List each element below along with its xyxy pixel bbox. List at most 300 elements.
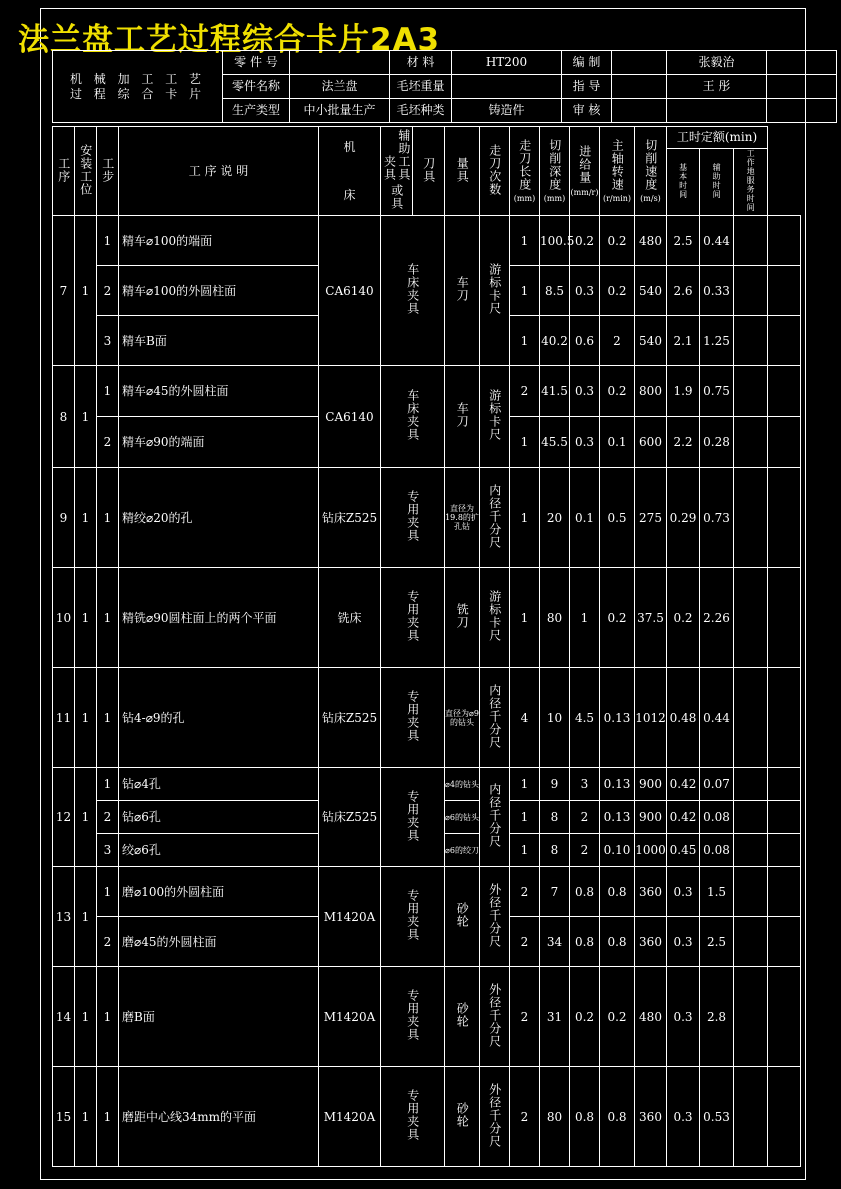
cutting-speed: 2.5 [667, 216, 700, 266]
cutting-speed: 0.3 [667, 1067, 700, 1167]
service-time [768, 417, 801, 468]
feed: 0.13 [600, 668, 635, 768]
basic-time: 0.08 [700, 801, 734, 834]
col-step-header [97, 127, 119, 216]
cutting-speed: 0.3 [667, 967, 700, 1067]
col-fixture-header [381, 127, 413, 216]
col-length-label: 走刀长度 [517, 138, 532, 191]
table-row [53, 867, 801, 917]
tool: 直径为19.8的扩孔钻 [445, 468, 480, 568]
spindle-speed: 540 [635, 266, 667, 316]
proc-no: 9 [53, 468, 75, 568]
tool [445, 568, 480, 668]
step-desc: 精绞⌀20的孔 [119, 468, 319, 568]
cut-length: 8 [540, 801, 570, 834]
table-row [53, 216, 801, 266]
spindle-speed: 480 [635, 216, 667, 266]
col-depth-unit: (mm) [543, 194, 566, 204]
col-cut-speed-header [635, 127, 667, 216]
tool [445, 867, 480, 967]
machine: CA6140 [319, 366, 381, 468]
blank-kind-value: 铸造件 [452, 99, 562, 123]
service-time [768, 1067, 801, 1167]
setup-no: 1 [75, 216, 97, 366]
step-no: 1 [97, 216, 119, 266]
cutting-speed: 0.3 [667, 917, 700, 967]
basic-time: 0.53 [700, 1067, 734, 1167]
fixture [381, 768, 445, 867]
gauge [480, 967, 510, 1067]
fixture-text: 专用夹具 [405, 1089, 420, 1142]
assist-time [734, 216, 768, 266]
fixture [381, 568, 445, 668]
basic-time: 0.44 [700, 668, 734, 768]
gauge [480, 468, 510, 568]
step-no: 1 [97, 867, 119, 917]
passes: 2 [510, 867, 540, 917]
service-time [768, 366, 801, 417]
gauge [480, 366, 510, 468]
cutting-speed: 1.9 [667, 366, 700, 417]
basic-time: 0.44 [700, 216, 734, 266]
step-no: 2 [97, 266, 119, 316]
step-no: 2 [97, 417, 119, 468]
col-depth-header [540, 127, 570, 216]
feed: 0.5 [600, 468, 635, 568]
tool-text: 砂轮 [455, 902, 470, 929]
col-speed-header [600, 127, 635, 216]
assist-time [734, 266, 768, 316]
setup-no: 1 [75, 768, 97, 867]
machine: M1420A [319, 1067, 381, 1167]
step-no: 1 [97, 668, 119, 768]
guide-label: 指 导 [562, 75, 612, 99]
gauge [480, 216, 510, 366]
tool: ⌀6的钻头 [445, 801, 480, 834]
feed: 0.8 [600, 917, 635, 967]
part-no-value [290, 51, 390, 75]
cut-length: 41.5 [540, 366, 570, 417]
basic-time: 2.8 [700, 967, 734, 1067]
col-feed-header [570, 127, 600, 216]
feed: 0.2 [600, 266, 635, 316]
cut-depth: 0.2 [570, 216, 600, 266]
assist-time [734, 917, 768, 967]
assist-time [734, 768, 768, 801]
cut-depth: 3 [570, 768, 600, 801]
step-no: 1 [97, 468, 119, 568]
col-cut-speed-unit: (m/s) [640, 194, 661, 204]
feed: 0.2 [600, 216, 635, 266]
fixture-text: 专用夹具 [405, 789, 420, 842]
cutting-speed: 0.45 [667, 834, 700, 867]
step-no: 1 [97, 967, 119, 1067]
passes: 1 [510, 468, 540, 568]
cutting-speed: 0.3 [667, 867, 700, 917]
step-no: 1 [97, 366, 119, 417]
feed: 2 [600, 316, 635, 366]
blank-kind-label: 毛坯种类 [390, 99, 452, 123]
cut-length: 34 [540, 917, 570, 967]
assist-time [734, 867, 768, 917]
review-value [667, 99, 767, 123]
cut-depth: 4.5 [570, 668, 600, 768]
compiled-label: 编 制 [562, 51, 612, 75]
step-no: 2 [97, 801, 119, 834]
proc-no: 11 [53, 668, 75, 768]
col-speed-unit: (r/min) [602, 194, 632, 204]
feed: 0.10 [600, 834, 635, 867]
cut-depth: 0.3 [570, 366, 600, 417]
cut-length: 8 [540, 834, 570, 867]
passes: 2 [510, 967, 540, 1067]
passes: 1 [510, 568, 540, 668]
passes: 4 [510, 668, 540, 768]
assist-time [734, 801, 768, 834]
feed: 0.1 [600, 417, 635, 468]
gauge [480, 668, 510, 768]
fixture-text: 车床夹具 [405, 263, 420, 316]
cut-depth: 0.1 [570, 468, 600, 568]
feed: 0.13 [600, 801, 635, 834]
step-desc: 精铣⌀90圆柱面上的两个平面 [119, 568, 319, 668]
cutting-speed: 0.42 [667, 768, 700, 801]
step-desc: 精车⌀100的外圆柱面 [119, 266, 319, 316]
basic-time: 0.73 [700, 468, 734, 568]
cut-depth: 2 [570, 834, 600, 867]
cut-length: 9 [540, 768, 570, 801]
spindle-speed: 540 [635, 316, 667, 366]
tool [445, 967, 480, 1067]
fixture-text: 专用夹具 [405, 889, 420, 942]
passes: 1 [510, 266, 540, 316]
col-setup-header [75, 127, 97, 216]
spindle-speed: 360 [635, 867, 667, 917]
part-no-label: 零 件 号 [223, 51, 290, 75]
machine: 铣床 [319, 568, 381, 668]
table-row [53, 468, 801, 568]
step-desc: 钻4-⌀9的孔 [119, 668, 319, 768]
spindle-speed: 360 [635, 1067, 667, 1167]
col-depth-label: 切削深度 [547, 138, 562, 191]
col-cut-speed-label: 切削速度 [643, 138, 658, 191]
blank-weight-value [452, 75, 562, 99]
cut-depth: 0.8 [570, 917, 600, 967]
table-row [53, 1067, 801, 1167]
cut-length: 8.5 [540, 266, 570, 316]
cut-length: 10 [540, 668, 570, 768]
setup-no: 1 [75, 668, 97, 768]
cut-length: 100.5 [540, 216, 570, 266]
fixture [381, 366, 445, 468]
gauge [480, 867, 510, 967]
proc-no: 14 [53, 967, 75, 1067]
table-row [53, 668, 801, 768]
cut-depth: 2 [570, 801, 600, 834]
prod-type-label: 生产类型 [223, 99, 290, 123]
assist-time [734, 668, 768, 768]
step-desc: 磨⌀45的外圆柱面 [119, 917, 319, 967]
service-time [768, 468, 801, 568]
cut-length: 80 [540, 1067, 570, 1167]
step-no: 3 [97, 316, 119, 366]
fixture [381, 967, 445, 1067]
gauge [480, 568, 510, 668]
spindle-speed: 600 [635, 417, 667, 468]
feed: 0.8 [600, 1067, 635, 1167]
col-gauge-label: 量具 [455, 156, 470, 183]
basic-time: 2.5 [700, 917, 734, 967]
basic-time: 0.28 [700, 417, 734, 468]
passes: 2 [510, 917, 540, 967]
part-name-label: 零件名称 [223, 75, 290, 99]
col-feed-label: 进给量 [577, 145, 592, 185]
feed: 0.13 [600, 768, 635, 801]
cutting-speed: 2.6 [667, 266, 700, 316]
cut-depth: 1 [570, 568, 600, 668]
step-desc: 钻⌀4孔 [119, 768, 319, 801]
tool [445, 366, 480, 468]
col-assist-label: 辅助时间 [712, 162, 722, 199]
compiled-value: 张毅治 [667, 51, 767, 75]
cut-length: 80 [540, 568, 570, 668]
machine: 钻床Z525 [319, 768, 381, 867]
service-time [768, 266, 801, 316]
setup-no: 1 [75, 1067, 97, 1167]
spindle-speed: 480 [635, 967, 667, 1067]
col-feed-unit: (mm/r) [570, 187, 599, 197]
step-no: 1 [97, 1067, 119, 1167]
col-service-label: 工作地服务时间 [746, 149, 756, 212]
cutting-speed: 0.2 [667, 568, 700, 668]
cutting-speed: 2.1 [667, 316, 700, 366]
step-desc: 钻⌀6孔 [119, 801, 319, 834]
spindle-speed: 1000 [635, 834, 667, 867]
machine: 钻床Z525 [319, 668, 381, 768]
header-table [52, 50, 837, 123]
fixture-text: 专用夹具 [405, 490, 420, 543]
spindle-speed: 360 [635, 917, 667, 967]
service-time [768, 568, 801, 668]
cut-depth: 0.8 [570, 1067, 600, 1167]
gauge-text: 游标卡尺 [487, 389, 502, 442]
passes: 1 [510, 216, 540, 266]
step-no: 1 [97, 568, 119, 668]
basic-time: 0.33 [700, 266, 734, 316]
fixture [381, 867, 445, 967]
step-desc: 磨B面 [119, 967, 319, 1067]
proc-no: 13 [53, 867, 75, 967]
passes: 2 [510, 366, 540, 417]
col-fixture-label: 夹具 [382, 154, 397, 181]
col-setup-label: 安装工位 [78, 143, 93, 196]
service-time [768, 967, 801, 1067]
table-row [53, 366, 801, 417]
col-length-unit: (mm) [513, 194, 536, 204]
service-time [768, 834, 801, 867]
table-row [53, 967, 801, 1067]
card-caption-line1: 机 械 加 工 工 艺 [69, 72, 206, 87]
spindle-speed: 900 [635, 801, 667, 834]
prod-type-value: 中小批量生产 [290, 99, 390, 123]
card-caption [53, 51, 223, 123]
col-quota-header: 工时定额(min) [667, 127, 768, 149]
drawing-title: 法兰盘工艺过程综合卡片2A3 [18, 22, 441, 58]
service-time [768, 216, 801, 266]
tool-text: 砂轮 [455, 1002, 470, 1029]
proc-no: 7 [53, 216, 75, 366]
cut-length: 31 [540, 967, 570, 1067]
assist-time [734, 366, 768, 417]
cut-length: 45.5 [540, 417, 570, 468]
feed: 0.2 [600, 366, 635, 417]
col-fixture-aux-bottom-label: 或具 [389, 184, 404, 211]
step-desc: 磨距中心线34mm的平面 [119, 1067, 319, 1167]
step-no: 1 [97, 768, 119, 801]
col-aux-label: 辅助工具 [396, 128, 411, 181]
gauge-text: 游标卡尺 [487, 590, 502, 643]
cutting-speed: 2.2 [667, 417, 700, 468]
service-time [768, 801, 801, 834]
gauge [480, 1067, 510, 1167]
col-proc-header [53, 127, 75, 216]
tool [445, 216, 480, 366]
fixture [381, 668, 445, 768]
cut-depth: 0.3 [570, 417, 600, 468]
gauge-text: 外径千分尺 [487, 882, 502, 948]
card-caption-line2: 过 程 综 合 卡 片 [69, 86, 206, 101]
setup-no: 1 [75, 468, 97, 568]
assist-time [734, 1067, 768, 1167]
service-time [768, 316, 801, 366]
fixture [381, 468, 445, 568]
proc-no: 15 [53, 1067, 75, 1167]
passes: 1 [510, 768, 540, 801]
col-passes-label: 走刀次数 [487, 143, 502, 196]
col-service-header [734, 149, 768, 216]
guide-value: 王 彤 [667, 75, 767, 99]
gauge-text: 内径千分尺 [487, 483, 502, 549]
gauge-text: 内径千分尺 [487, 783, 502, 849]
col-machine-header [319, 127, 381, 216]
col-tool-header [413, 127, 445, 216]
spindle-speed: 275 [635, 468, 667, 568]
step-no: 2 [97, 917, 119, 967]
feed: 0.2 [600, 568, 635, 668]
cut-length: 7 [540, 867, 570, 917]
spindle-speed: 1012 [635, 668, 667, 768]
assist-time [734, 468, 768, 568]
cut-depth: 0.6 [570, 316, 600, 366]
col-machine-label-top: 机 [343, 139, 356, 154]
setup-no: 1 [75, 967, 97, 1067]
basic-time: 0.75 [700, 366, 734, 417]
gauge-text: 外径千分尺 [487, 1082, 502, 1148]
basic-time: 2.26 [700, 568, 734, 668]
table-row [53, 568, 801, 668]
fixture-text: 专用夹具 [405, 989, 420, 1042]
process-table [52, 126, 801, 1167]
tool-text: 砂轮 [455, 1102, 470, 1129]
assist-time [734, 316, 768, 366]
col-proc-label: 工序 [56, 156, 71, 183]
spindle-speed: 37.5 [635, 568, 667, 668]
spindle-speed: 900 [635, 768, 667, 801]
tool: ⌀4的钻头 [445, 768, 480, 801]
basic-time: 1.25 [700, 316, 734, 366]
service-time [768, 668, 801, 768]
service-time [768, 867, 801, 917]
tool: 直径为⌀9的钻头 [445, 668, 480, 768]
step-desc: 绞⌀6孔 [119, 834, 319, 867]
service-time [768, 917, 801, 967]
col-speed-label: 主轴转速 [610, 138, 625, 191]
cut-length: 20 [540, 468, 570, 568]
assist-time [734, 568, 768, 668]
proc-no: 12 [53, 768, 75, 867]
assist-time [734, 834, 768, 867]
machine: CA6140 [319, 216, 381, 366]
col-passes-header [480, 127, 510, 216]
step-no: 3 [97, 834, 119, 867]
part-name-value: 法兰盘 [290, 75, 390, 99]
passes: 1 [510, 316, 540, 366]
tool [445, 1067, 480, 1167]
gauge-text: 外径千分尺 [487, 982, 502, 1048]
fixture-text: 专用夹具 [405, 590, 420, 643]
machine: 钻床Z525 [319, 468, 381, 568]
assist-time [734, 967, 768, 1067]
setup-no: 1 [75, 568, 97, 668]
service-time [768, 768, 801, 801]
gauge-text: 游标卡尺 [487, 263, 502, 316]
basic-time: 0.08 [700, 834, 734, 867]
proc-no: 10 [53, 568, 75, 668]
gauge [480, 768, 510, 867]
review-label: 审 核 [562, 99, 612, 123]
tool-text: 铣刀 [455, 603, 470, 630]
table-row [53, 768, 801, 801]
spindle-speed: 800 [635, 366, 667, 417]
fixture [381, 216, 445, 366]
machine: M1420A [319, 867, 381, 967]
cut-length: 40.2 [540, 316, 570, 366]
basic-time: 0.07 [700, 768, 734, 801]
col-basic-header [667, 149, 700, 216]
fixture-text: 专用夹具 [405, 690, 420, 743]
step-desc: 精车⌀90的端面 [119, 417, 319, 468]
cutting-speed: 0.42 [667, 801, 700, 834]
passes: 1 [510, 417, 540, 468]
step-desc: 磨⌀100的外圆柱面 [119, 867, 319, 917]
step-desc: 精车⌀100的端面 [119, 216, 319, 266]
passes: 2 [510, 1067, 540, 1167]
passes: 1 [510, 834, 540, 867]
col-tool-label: 刀具 [421, 156, 436, 183]
col-gauge-header [445, 127, 480, 216]
setup-no: 1 [75, 366, 97, 468]
col-assist-header [700, 149, 734, 216]
feed: 0.2 [600, 967, 635, 1067]
col-step-label: 工步 [100, 156, 115, 183]
col-machine-label-bottom: 床 [343, 188, 356, 203]
material-value: HT200 [452, 51, 562, 75]
tool-text: 车刀 [455, 402, 470, 429]
tool: ⌀6的绞刀 [445, 834, 480, 867]
passes: 1 [510, 801, 540, 834]
cutting-speed: 0.48 [667, 668, 700, 768]
basic-time: 1.5 [700, 867, 734, 917]
